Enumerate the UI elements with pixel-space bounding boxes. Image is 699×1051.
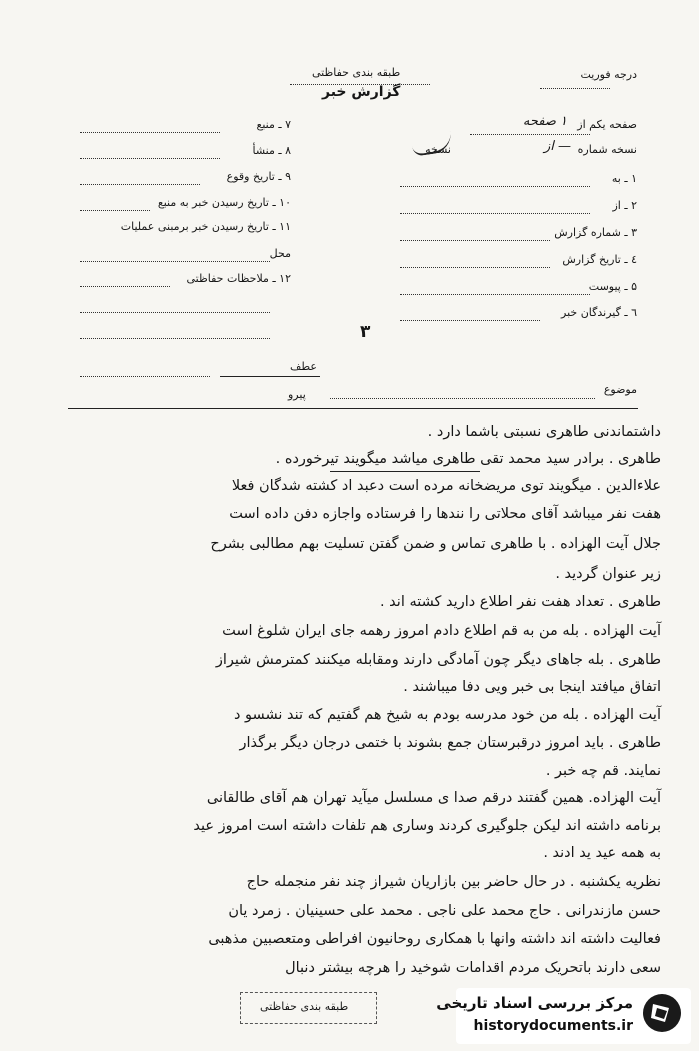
watermark-title: مرکز بررسی اسناد تاریخی [436,994,633,1012]
field-security-notes-line [80,286,170,287]
field-origin-label: ۸ ـ منشأ [252,144,291,157]
field-news-ops-date-label: ۱۱ ـ تاریخ رسیدن خبر برمبنی عملیات [120,220,291,233]
field-from-line [400,213,590,214]
field-occurrence-date-line [80,184,200,185]
subject-label: موضوع [603,383,637,396]
copy-suffix-label: نسخه [425,143,451,156]
field-to-label: ۱ ـ به [611,172,637,185]
body-line: علاءالدین . میگویند توی مریضخانه مرده است دعبد اد کشته شدگان فعلا [231,478,661,494]
field-source-line [80,132,220,133]
field-place-label: محل [269,247,291,260]
field-attachment-line [400,294,590,295]
body-line: هفت نفر میباشد آقای محلاتی را نندها را فرستاده واجازه دفن داده است [229,506,661,522]
field-report-number-line [400,240,550,241]
field-report-date-label: ٤ ـ تاریخ گزارش [562,253,637,266]
field-security-notes-label: ۱۲ ـ ملاحظات حفاظتی [186,272,291,285]
field-report-number-label: ۳ ـ شماره گزارش [554,226,637,239]
body-line: آیت الهزاده. همین گفتند درقم صدا ی مسلسل میآید تهران هم آقای طالقانی [206,790,661,806]
field-to-line [400,186,590,187]
body-line: آیت الهزاده . بله من به قم اطلاع دادم امروز رهمه جای ایران شلوغ است [222,623,661,639]
body-line: جلال آیت الهزاده . با طاهری تماس و ضمن گفتن تسلیت بهم مطالبی بشرح [210,536,661,552]
name-underline [330,471,480,472]
body-line: به همه عید ید ادند . [543,845,661,861]
field-attachment-label: ۵ ـ پیوست [588,280,637,293]
body-line: نظریه یکشنبه . در حال حاضر بین بازاریان شیراز چند نفر منجمله حاج [246,874,661,890]
field-occurrence-date-label: ۹ ـ تاریخ وقوع [226,170,291,183]
field-news-to-source-date-label: ۱۰ ـ تاریخ رسیدن خبر به منبع [157,196,291,209]
watermark [436,988,691,1044]
page-of-handwritten: ۱ صفحه [522,114,567,129]
document-title: گزارش خبر [322,84,401,100]
field-extra-line-2 [80,338,270,339]
classification-header: طبقه بندی حفاظتی [312,66,401,79]
page-of-label: صفحه یکم از [577,118,637,131]
field-source-label: ۷ ـ منبع [256,118,291,131]
body-line: سعی دارند باتحریک مردم اقدامات شوخید را هرچه بیشتر دنبال [285,960,661,976]
field-news-to-source-date-line [80,210,150,211]
body-line: زیر عنوان گردید . [555,566,661,582]
body-line: آیت الهزاده . بله من خود مدرسه بودم به شیخ هم گفتیم که تند نشسو د [233,707,661,723]
urgency-label: درجه فوریت [580,68,637,81]
field-extra-line-1 [80,312,270,313]
header-separator-line [68,408,638,409]
body-line: نمایند. قم چه خبر . [545,763,661,779]
body-line: طاهری . بله جاهای دیگر چون آمادگی دارند ومقابله میکنند کمترمش شیراز [215,652,661,668]
field-recipients-line [400,320,540,321]
body-line: طاهری . برادر سید محمد تقی طاهری میاشد میگویند تیرخورده . [275,451,661,467]
peyro-label: پیرو [288,388,306,401]
subject-dotted-line [330,398,595,399]
atf-underline [220,376,320,377]
atf-label: عطف [290,360,317,373]
field-origin-line [80,158,220,159]
field-place-line [80,261,270,262]
atf-dotted-line [80,376,210,377]
field-from-label: ۲ ـ از [612,199,637,212]
footer-classification: طبقه بندی حفاظتی [260,1000,349,1013]
body-line: برنامه داشته اند لیکن جلوگیری کردند وساری هم تلفات داشته است امروز عید [193,818,661,834]
page-of-dotted-line [470,134,590,135]
copy-of-handwritten: — از [543,139,571,154]
body-line: اتفاق میافتد اینجا بی خبر ویی دفا میباشند . [403,679,661,695]
watermark-logo-icon [643,994,681,1032]
copy-number-label: نسخه شماره [577,143,637,156]
field-recipients-label: ٦ ـ گیرندگان خبر [561,306,637,319]
urgency-dotted-line [540,88,610,89]
body-line: فعالیت داشته اند داشته وانها با همکاری روحانیون افراطی ومتعصبین مذهبی [208,931,661,947]
body-line: طاهری . باید امروز درقبرستان جمع بشوند با ختمی درجان دیگر برگذار [239,735,661,751]
body-line: طاهری . تعداد هفت نفر اطلاع دارید کشته اند . [379,594,661,610]
number-three: ۳ [360,322,371,342]
watermark-url: historydocuments.ir [473,1018,633,1034]
body-line: حسن مازندرانی . حاج محمد علی ناجی . محمد علی حسینیان . زمرد یان [228,903,661,919]
field-report-date-line [400,267,550,268]
body-line: داشتماندنی طاهری نسبتی باشما دارد . [427,424,661,440]
